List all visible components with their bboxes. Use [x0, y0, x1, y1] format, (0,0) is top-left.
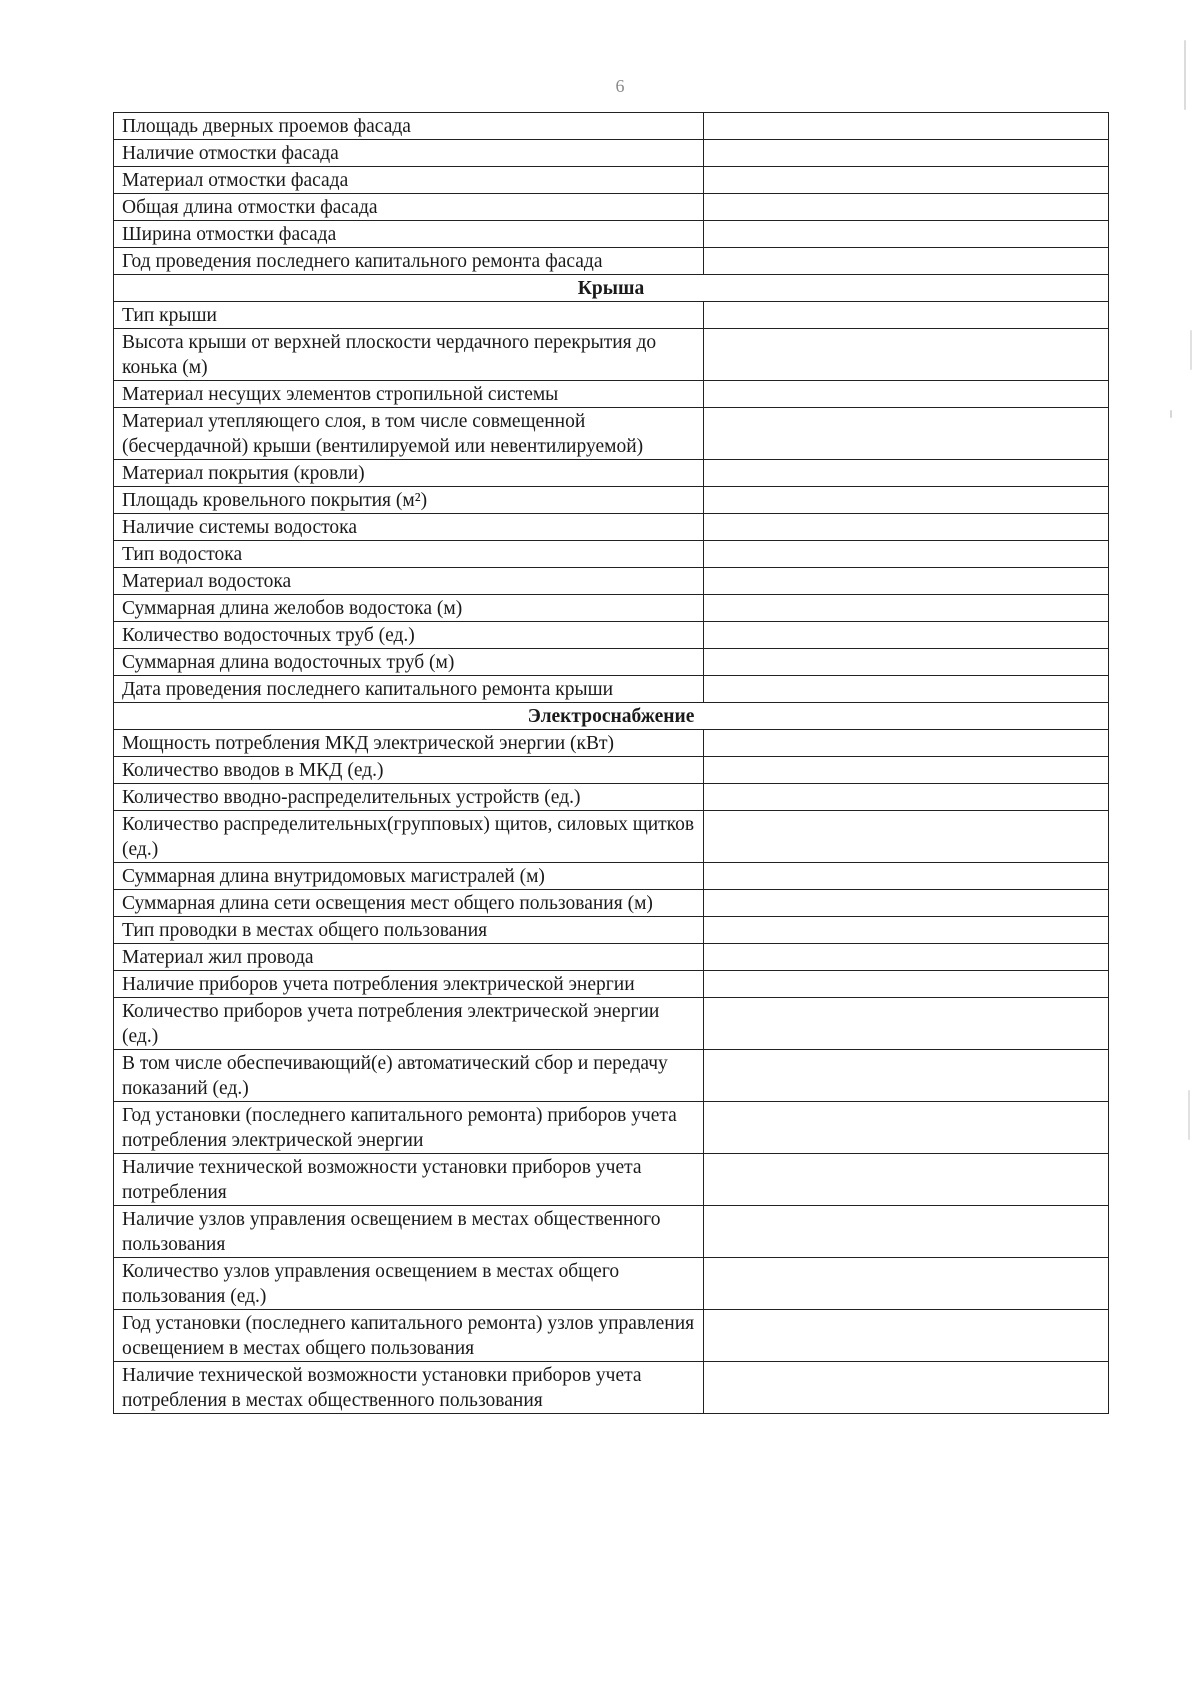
row-label: Наличие узлов управления освещением в местах общественного пользования: [114, 1206, 704, 1258]
row-label: Материал покрытия (кровли): [114, 460, 704, 487]
row-label: Материал жил провода: [114, 944, 704, 971]
row-value-cell[interactable]: [704, 676, 1109, 703]
row-label: Тип крыши: [114, 302, 704, 329]
table-row: [114, 302, 1109, 329]
row-label: Год установки (последнего капитального ремонта) приборов учета потребления электрической энергии: [114, 1102, 704, 1154]
table-row: [114, 811, 1109, 863]
row-value-cell[interactable]: [704, 811, 1109, 863]
row-label: Количество приборов учета потребления электрической энергии (ед.): [114, 998, 704, 1050]
row-value-cell[interactable]: [704, 622, 1109, 649]
row-value-cell[interactable]: [704, 113, 1109, 140]
row-label: Площадь кровельного покрытия (м²): [114, 487, 704, 514]
row-label: Наличие отмостки фасада: [114, 140, 704, 167]
table-row: [114, 1258, 1109, 1310]
page-number: 6: [615, 76, 625, 96]
row-label: Наличие системы водостока: [114, 514, 704, 541]
row-value-cell[interactable]: [704, 302, 1109, 329]
row-label: Материал несущих элементов стропильной системы: [114, 381, 704, 408]
table-row: [114, 757, 1109, 784]
table-row: [114, 221, 1109, 248]
scan-artifact: [1188, 1090, 1190, 1140]
row-value-cell[interactable]: [704, 998, 1109, 1050]
row-value-cell[interactable]: [704, 730, 1109, 757]
table-row: [114, 167, 1109, 194]
row-value-cell[interactable]: [704, 917, 1109, 944]
section-title: Электроснабжение: [114, 703, 1109, 730]
row-label: Количество распределительных(групповых) щитов, силовых щитков (ед.): [114, 811, 704, 863]
table-row: [114, 1154, 1109, 1206]
table-row: [114, 487, 1109, 514]
table-row: [114, 863, 1109, 890]
scan-artifact: [1184, 40, 1186, 110]
row-value-cell[interactable]: [704, 460, 1109, 487]
row-value-cell[interactable]: [704, 514, 1109, 541]
table-row: [114, 113, 1109, 140]
row-label: Наличие технической возможности установки приборов учета потребления: [114, 1154, 704, 1206]
row-label: Высота крыши от верхней плоскости чердачного перекрытия до конька (м): [114, 329, 704, 381]
building-data-table: [113, 112, 1109, 1414]
table-row: [114, 140, 1109, 167]
scan-artifact: [1190, 330, 1192, 370]
row-value-cell[interactable]: [704, 649, 1109, 676]
table-row: [114, 676, 1109, 703]
table-row: [114, 1362, 1109, 1414]
row-label: Количество водосточных труб (ед.): [114, 622, 704, 649]
table-row: [114, 1310, 1109, 1362]
table-row: [114, 541, 1109, 568]
row-value-cell[interactable]: [704, 541, 1109, 568]
row-label: Суммарная длина водосточных труб (м): [114, 649, 704, 676]
row-label: Количество вводно-распределительных устройств (ед.): [114, 784, 704, 811]
row-label: Количество вводов в МКД (ед.): [114, 757, 704, 784]
row-label: Общая длина отмостки фасада: [114, 194, 704, 221]
table-row: [114, 784, 1109, 811]
table-row: [114, 890, 1109, 917]
row-value-cell[interactable]: [704, 1154, 1109, 1206]
row-value-cell[interactable]: [704, 167, 1109, 194]
table-row: [114, 944, 1109, 971]
section-header-row: [114, 275, 1109, 302]
row-value-cell[interactable]: [704, 568, 1109, 595]
table-row: [114, 1102, 1109, 1154]
table-row: [114, 568, 1109, 595]
row-value-cell[interactable]: [704, 221, 1109, 248]
row-value-cell[interactable]: [704, 1310, 1109, 1362]
table-row: [114, 1050, 1109, 1102]
row-label: Наличие приборов учета потребления электрической энергии: [114, 971, 704, 998]
row-value-cell[interactable]: [704, 329, 1109, 381]
row-value-cell[interactable]: [704, 784, 1109, 811]
row-label: Год проведения последнего капитального ремонта фасада: [114, 248, 704, 275]
row-label: Суммарная длина внутридомовых магистралей (м): [114, 863, 704, 890]
section-title: Крыша: [114, 275, 1109, 302]
table-row: [114, 194, 1109, 221]
row-value-cell[interactable]: [704, 971, 1109, 998]
row-value-cell[interactable]: [704, 1050, 1109, 1102]
row-label: Суммарная длина желобов водостока (м): [114, 595, 704, 622]
table-row: [114, 460, 1109, 487]
table-row: [114, 917, 1109, 944]
row-value-cell[interactable]: [704, 757, 1109, 784]
table-row: [114, 381, 1109, 408]
table-row: [114, 1206, 1109, 1258]
row-value-cell[interactable]: [704, 381, 1109, 408]
row-value-cell[interactable]: [704, 487, 1109, 514]
row-value-cell[interactable]: [704, 140, 1109, 167]
row-value-cell[interactable]: [704, 890, 1109, 917]
row-value-cell[interactable]: [704, 408, 1109, 460]
row-value-cell[interactable]: [704, 1258, 1109, 1310]
table-row: [114, 622, 1109, 649]
row-label: Материал отмостки фасада: [114, 167, 704, 194]
row-value-cell[interactable]: [704, 194, 1109, 221]
row-label: Площадь дверных проемов фасада: [114, 113, 704, 140]
row-label: Материал утепляющего слоя, в том числе совмещенной (бесчердачной) крыши (вентилируемой или невентилируемой): [114, 408, 704, 460]
table-row: [114, 408, 1109, 460]
table-row: [114, 971, 1109, 998]
row-label: Дата проведения последнего капитального ремонта крыши: [114, 676, 704, 703]
row-value-cell[interactable]: [704, 1102, 1109, 1154]
row-value-cell[interactable]: [704, 1362, 1109, 1414]
row-label: Количество узлов управления освещением в местах общего пользования (ед.): [114, 1258, 704, 1310]
table-row: [114, 329, 1109, 381]
row-label: Ширина отмостки фасада: [114, 221, 704, 248]
table-row: [114, 730, 1109, 757]
row-label: Материал водостока: [114, 568, 704, 595]
row-label: Наличие технической возможности установки приборов учета потребления в местах общественного пользования: [114, 1362, 704, 1414]
table-row: [114, 248, 1109, 275]
row-label: Тип проводки в местах общего пользования: [114, 917, 704, 944]
table-row: [114, 649, 1109, 676]
row-value-cell[interactable]: [704, 1206, 1109, 1258]
scan-artifact: [1170, 410, 1172, 418]
row-label: Суммарная длина сети освещения мест общего пользования (м): [114, 890, 704, 917]
table-row: [114, 595, 1109, 622]
section-header-row: [114, 703, 1109, 730]
row-value-cell[interactable]: [704, 248, 1109, 275]
row-label: Тип водостока: [114, 541, 704, 568]
row-value-cell[interactable]: [704, 595, 1109, 622]
row-label: Мощность потребления МКД электрической энергии (кВт): [114, 730, 704, 757]
table-row: [114, 514, 1109, 541]
row-value-cell[interactable]: [704, 863, 1109, 890]
row-label: Год установки (последнего капитального ремонта) узлов управления освещением в местах общего пользования: [114, 1310, 704, 1362]
table-row: [114, 998, 1109, 1050]
row-label: В том числе обеспечивающий(е) автоматический сбор и передачу показаний (ед.): [114, 1050, 704, 1102]
row-value-cell[interactable]: [704, 944, 1109, 971]
